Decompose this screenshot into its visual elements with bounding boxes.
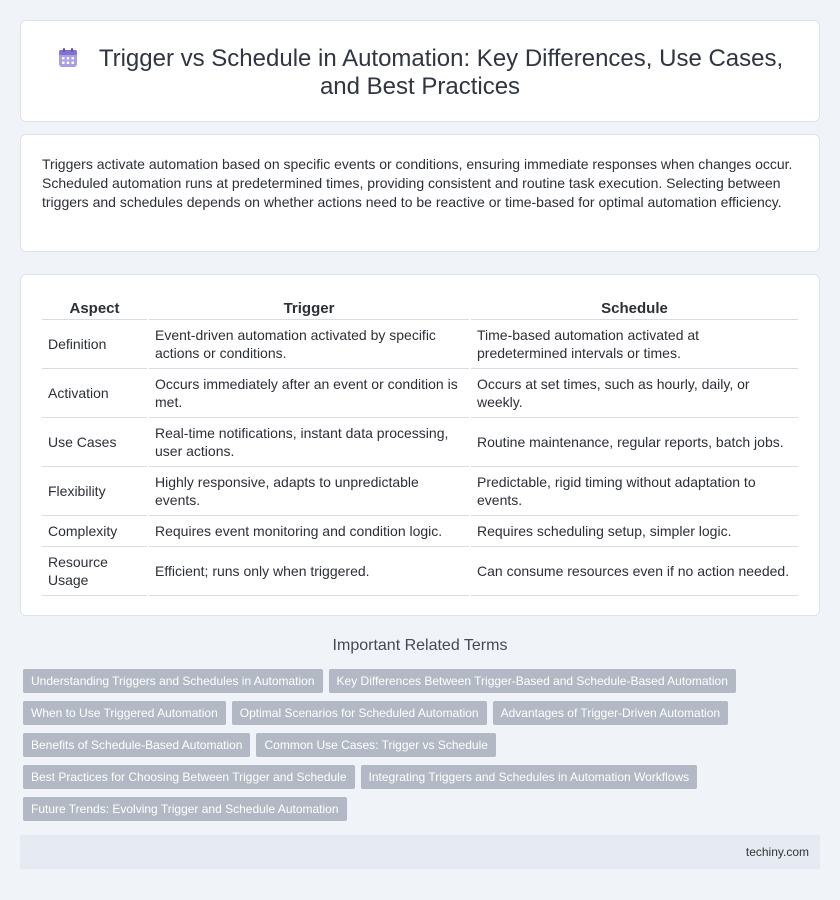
title-line-2: and Best Practices: [319, 73, 521, 100]
cell-aspect: Use Cases: [42, 418, 148, 467]
related-terms-title: Important Related Terms: [332, 637, 508, 654]
header-aspect: Aspect: [42, 297, 148, 320]
cell-schedule: Time-based automation activated at predetermined intervals or times.: [470, 320, 798, 369]
comparison-card: [20, 274, 820, 616]
related-term-tag[interactable]: Best Practices for Choosing Between Trigger and Schedule: [23, 765, 355, 789]
header-trigger: Trigger: [148, 297, 470, 320]
cell-trigger: Event-driven automation activated by specific actions or conditions.: [148, 320, 470, 369]
tag-row: [23, 733, 783, 757]
title-line-1: Trigger vs Schedule in Automation: Key Differences, Use Cases,: [98, 45, 784, 72]
related-terms-list: [23, 669, 783, 829]
table-row: [42, 418, 798, 467]
related-term-tag[interactable]: Integrating Triggers and Schedules in Automation Workflows: [361, 765, 698, 789]
related-term-tag[interactable]: Common Use Cases: Trigger vs Schedule: [256, 733, 495, 757]
tag-row: [23, 797, 783, 821]
footer: [20, 835, 820, 869]
related-term-tag[interactable]: When to Use Triggered Automation: [23, 701, 226, 725]
cell-schedule: Can consume resources even if no action needed.: [470, 547, 798, 596]
cell-trigger: Requires event monitoring and condition logic.: [148, 516, 470, 547]
table-header-row: [42, 297, 798, 320]
cell-schedule: Occurs at set times, such as hourly, daily, or weekly.: [470, 369, 798, 418]
cell-schedule: Requires scheduling setup, simpler logic.: [470, 516, 798, 547]
calendar-icon: [57, 47, 79, 69]
header-card: [20, 20, 820, 122]
table-row: [42, 516, 798, 547]
comparison-table: [42, 297, 798, 596]
cell-trigger: Occurs immediately after an event or condition is met.: [148, 369, 470, 418]
intro-text: Triggers activate automation based on specific events or conditions, ensuring immediate responses when changes occur. Scheduled automation runs at predetermined times, providing consistent and routine task execution. Selecting between triggers and schedules depends on whether actions need to be reactive or time-based for optimal automation efficiency.: [42, 156, 793, 210]
related-term-tag[interactable]: Future Trends: Evolving Trigger and Schedule Automation: [23, 797, 347, 821]
cell-aspect: Definition: [42, 320, 148, 369]
related-term-tag[interactable]: Understanding Triggers and Schedules in Automation: [23, 669, 323, 693]
tag-row: [23, 669, 783, 693]
header-schedule: Schedule: [470, 297, 798, 320]
tag-row: [23, 765, 783, 789]
cell-schedule: Routine maintenance, regular reports, batch jobs.: [470, 418, 798, 467]
table-row: [42, 547, 798, 596]
table-row: [42, 467, 798, 516]
cell-trigger: Efficient; runs only when triggered.: [148, 547, 470, 596]
cell-aspect: Resource Usage: [42, 547, 148, 596]
cell-trigger: Real-time notifications, instant data processing, user actions.: [148, 418, 470, 467]
footer-site-link[interactable]: techiny.com: [745, 845, 809, 859]
cell-aspect: Activation: [42, 369, 148, 418]
intro-card: [20, 134, 820, 252]
related-term-tag[interactable]: Advantages of Trigger-Driven Automation: [493, 701, 728, 725]
page-title: [21, 45, 819, 101]
tag-row: [23, 701, 783, 725]
related-term-tag[interactable]: Benefits of Schedule-Based Automation: [23, 733, 250, 757]
cell-schedule: Predictable, rigid timing without adaptation to events.: [470, 467, 798, 516]
table-row: [42, 369, 798, 418]
table-row: [42, 320, 798, 369]
cell-aspect: Complexity: [42, 516, 148, 547]
related-term-tag[interactable]: Optimal Scenarios for Scheduled Automation: [232, 701, 487, 725]
cell-trigger: Highly responsive, adapts to unpredictable events.: [148, 467, 470, 516]
cell-aspect: Flexibility: [42, 467, 148, 516]
related-term-tag[interactable]: Key Differences Between Trigger-Based and Schedule-Based Automation: [329, 669, 736, 693]
